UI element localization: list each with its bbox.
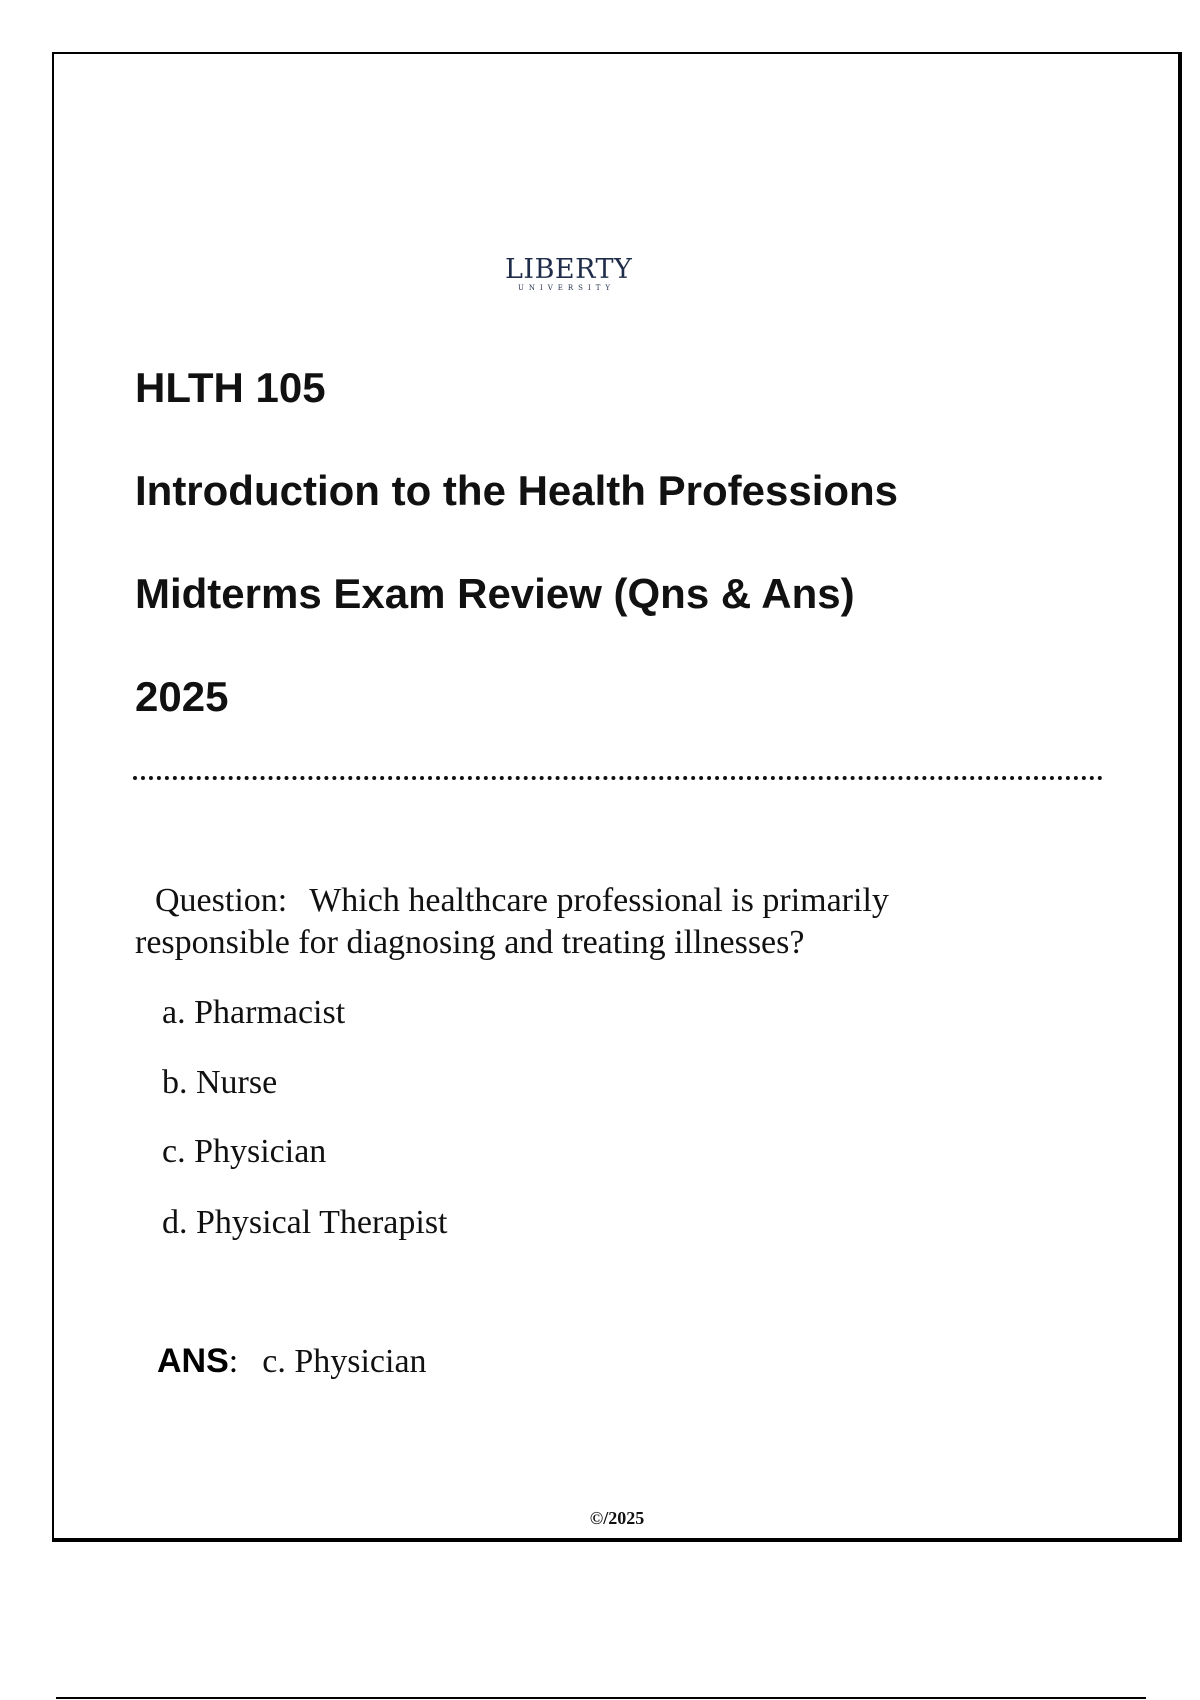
question-text: Which healthcare professional is primarily responsible for diagnosing and treating illnesses?: [135, 882, 889, 961]
answer-label: ANS: [157, 1342, 229, 1380]
bottom-rule: [56, 1697, 1146, 1699]
option-b: b. Nurse: [162, 1064, 278, 1101]
copyright-notice: ©/2025: [589, 1508, 645, 1528]
question-prefix: Question:: [155, 882, 288, 919]
course-code: HLTH 105: [135, 364, 326, 411]
logo-wordmark: LIBERTY: [505, 254, 633, 285]
answer-colon: :: [228, 1343, 239, 1380]
course-title: Introduction to the Health Professions: [135, 467, 899, 514]
option-c: c. Physician: [162, 1133, 327, 1170]
answer-value: c. Physician: [262, 1343, 427, 1380]
exam-title: Midterms Exam Review (Qns & Ans): [135, 570, 855, 617]
logo-subtitle: UNIVERSITY: [517, 284, 616, 292]
option-d: d. Physical Therapist: [162, 1204, 448, 1241]
exam-year: 2025: [135, 673, 229, 720]
footer-layer: [52, 0, 1182, 1700]
option-a: a. Pharmacist: [162, 994, 346, 1031]
